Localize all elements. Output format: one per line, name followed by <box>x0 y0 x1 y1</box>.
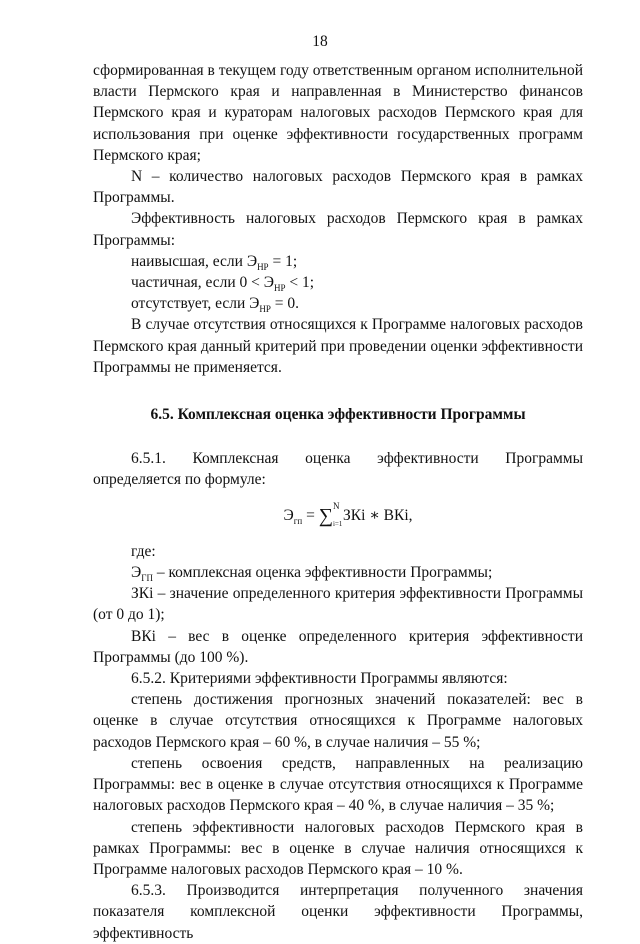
paragraph: сформированная в текущем году ответственным органом исполнительной власти Пермского края и направленная в Министерство финансов Пермского края и кураторам налоговых расходов Пермского края для использования при оценке эффективности государственных программ Пермского края; <box>93 62 583 164</box>
paragraph: 6.5.1. Комплексная оценка эффективности Программы определяется по формуле: <box>93 450 583 489</box>
paragraph: степень освоения средств, направленных на реализацию Программы: вес в оценке в случае отсутствия относящихся к Программе налоговых расходов Пермского края – 40 %, в случае наличия – 35 %; <box>93 754 583 815</box>
paragraph: 6.5.3. Производится интерпретация полученного значения показателя комплексной оценки эффективности Программы, эффективность <box>93 882 583 942</box>
definition-line: ВКi – вес в оценке определенного критерия эффективности Программы (до 100 %). <box>93 627 583 666</box>
definition-line: ЗКi – значение определенного критерия эффективности Программы (от 0 до 1); <box>93 585 583 624</box>
sum-limits: N i=1 <box>332 500 343 528</box>
condition-line: частичная, если $0 < Э_{НР} < 1$; <box>131 274 315 294</box>
paragraph: степень эффективности налоговых расходов Пермского края в рамках Программы: вес в оценке в случае наличия относящихся к Программе налоговых расходов Пермского края – 10 %. <box>93 818 583 878</box>
paragraph: N – количество налоговых расходов Пермского края в рамках Программы. <box>93 168 583 207</box>
paragraph: В случае отсутствия относящихся к Программе налоговых расходов Пермского края данный критерий при проведении оценки эффективности Программы не применяется. <box>93 316 583 376</box>
where-label: где: <box>131 542 156 560</box>
definition-line: $Э_{ГП}$ – комплексная оценка эффективности Программы; <box>131 564 493 584</box>
sum-symbol: ∑ <box>318 504 333 527</box>
page-number: 18 <box>312 33 328 50</box>
condition-line: наивысшая, если $Э_{НР} = 1$; <box>131 252 298 272</box>
formula: $Э_{гп}$ = ∑ N i=1 ЗКi ∗ ВКi, <box>283 500 413 528</box>
document-body <box>93 60 583 944</box>
paragraph: Эффективность налоговых расходов Пермского края в рамках Программы: <box>93 210 583 249</box>
section-heading: 6.5. Комплексная оценка эффективности Программы <box>150 406 526 424</box>
condition-line: отсутствует, если $Э_{НР} = 0$. <box>131 295 300 315</box>
paragraph: степень достижения прогнозных значений показателей: вес в оценке в случае отсутствия относящихся к Программе налоговых расходов Пермского края – 60 %, в случае наличия – 55 %; <box>93 691 583 751</box>
paragraph: 6.5.2. Критериями эффективности Программы являются: <box>131 670 508 688</box>
